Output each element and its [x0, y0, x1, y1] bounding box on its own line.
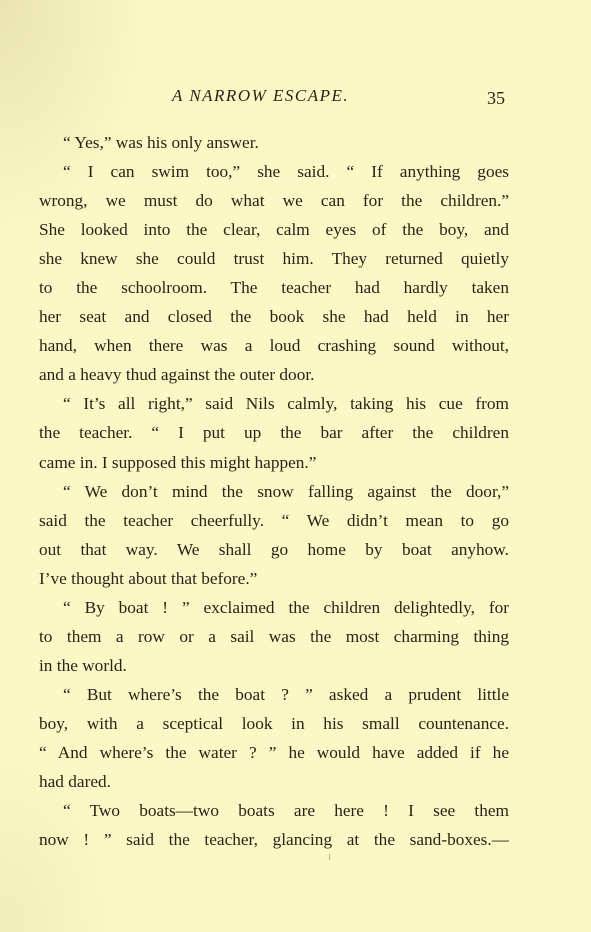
- body-text: [39, 128, 509, 854]
- text-line: hand, when there was a loud crashing sound without,: [39, 336, 509, 356]
- text-line: “ By boat ! ” exclaimed the children delightedly, for: [63, 597, 509, 617]
- text-line: had dared.: [39, 772, 111, 792]
- page-number: 35: [487, 88, 505, 108]
- text-line: “ We don’t mind the snow falling against the door,”: [63, 481, 509, 501]
- paper-speck: [329, 854, 330, 860]
- text-line: she knew she could trust him. They returned quietly: [39, 249, 509, 269]
- text-line: “ And where’s the water ? ” he would have added if he: [39, 742, 509, 762]
- text-line: and a heavy thud against the outer door.: [39, 365, 315, 385]
- text-line: wrong, we must do what we can for the children.”: [39, 191, 509, 211]
- page-header: [0, 86, 591, 114]
- text-line: “ It’s all right,” said Nils calmly, taking his cue from: [63, 394, 509, 414]
- text-line: in the world.: [39, 655, 127, 675]
- text-line: “ I can swim too,” she said. “ If anything goes: [63, 162, 509, 182]
- text-line: now ! ” said the teacher, glancing at the sand-boxes.—: [39, 830, 509, 850]
- text-line: “ But where’s the boat ? ” asked a prudent little: [63, 684, 509, 704]
- text-line: “ Yes,” was his only answer.: [63, 133, 259, 152]
- text-line: said the teacher cheerfully. “ We didn’t mean to go: [39, 510, 509, 530]
- text-line: her seat and closed the book she had held in her: [39, 307, 509, 327]
- text-line: came in. I supposed this might happen.”: [39, 452, 317, 472]
- text-line: “ Two boats—two boats are here ! I see them: [63, 801, 509, 821]
- text-line: the teacher. “ I put up the bar after the children: [39, 423, 509, 443]
- text-line: boy, with a sceptical look in his small countenance.: [39, 713, 509, 733]
- text-line: to the schoolroom. The teacher had hardly taken: [39, 278, 509, 298]
- text-line: She looked into the clear, calm eyes of the boy, and: [39, 220, 509, 240]
- text-line: I’ve thought about that before.”: [39, 568, 258, 588]
- running-title: A NARROW ESCAPE.: [172, 86, 350, 105]
- text-line: out that way. We shall go home by boat anyhow.: [39, 539, 509, 559]
- text-line: to them a row or a sail was the most charming thing: [39, 626, 509, 646]
